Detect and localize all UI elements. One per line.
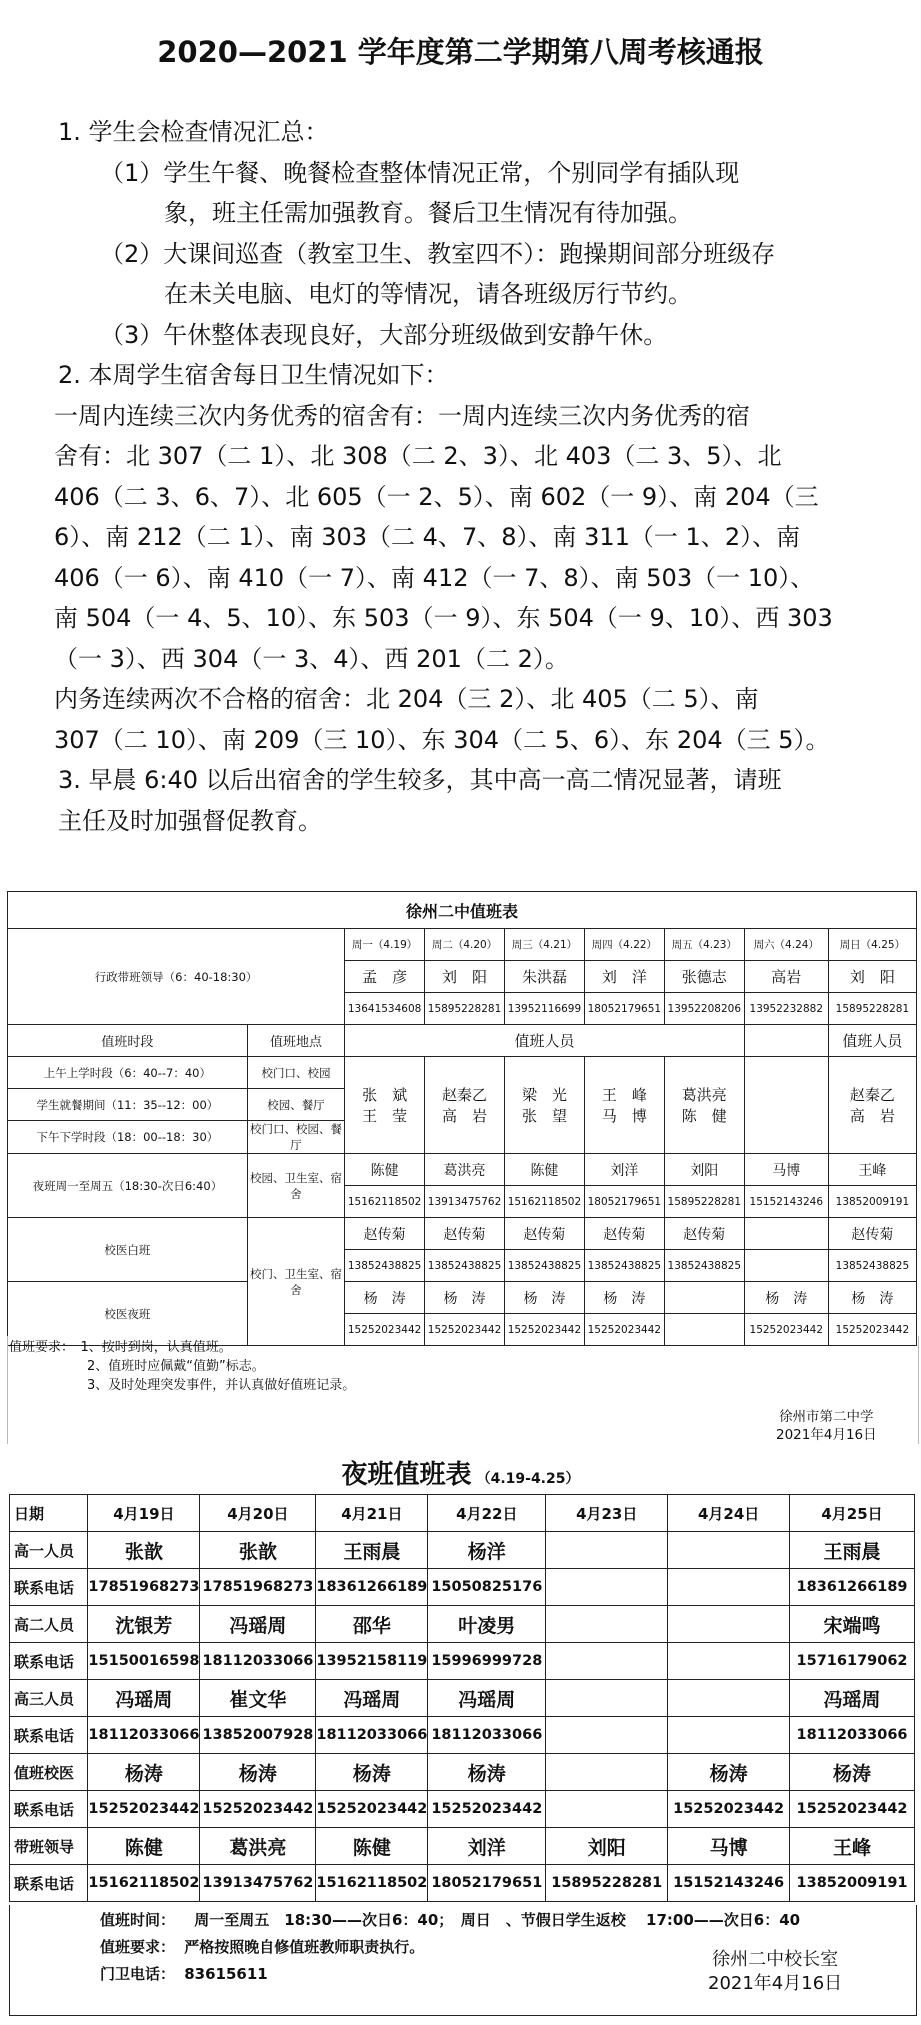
row-label: 联系电话 <box>10 1865 88 1902</box>
name-cell: 葛洪亮 <box>200 1828 316 1865</box>
night-name: 王峰 <box>828 1154 916 1186</box>
day-staff: 葛洪亮 陈 健 <box>664 1057 744 1154</box>
night-row <box>10 1606 915 1643</box>
night-row <box>10 1828 915 1865</box>
night-row <box>10 1643 915 1680</box>
date-cell: 4月24日 <box>668 1495 790 1532</box>
item-1-2: （2）大课间巡查（教室卫生、教室四不）：跑操期间部分班级存 <box>100 239 776 268</box>
phone-cell: 18112033066 <box>88 1717 200 1754</box>
phone-cell: 15152143246 <box>668 1865 790 1902</box>
leader-name: 朱洪磊 <box>504 961 584 993</box>
leader-phone: 13952208206 <box>664 993 744 1025</box>
name-cell: 沈银芳 <box>88 1606 200 1643</box>
period-afternoon: 下午下学时段（18：00--18：30） <box>8 1121 248 1154</box>
night-period: 夜班周一至周五（18:30-次日6:40） <box>8 1154 248 1218</box>
name-cell: 陈健 <box>316 1828 428 1865</box>
doctor-day-phone: 13852438825 <box>828 1250 916 1282</box>
row-label: 值班校医 <box>10 1754 88 1791</box>
phone-cell <box>668 1643 790 1680</box>
staff-header: 值班人员 <box>345 1025 745 1057</box>
row-label: 高二人员 <box>10 1606 88 1643</box>
doctor-day-phone: 13852438825 <box>425 1250 505 1282</box>
gate-phone-number: 83615611 <box>184 1965 268 1983</box>
item-1-1-cont: 象，班主任需加强教育。餐后卫生情况有待加强。 <box>164 199 692 227</box>
dorm-line-f: 南 504（一 4、5、10）、东 503（一 9）、东 504（一 9、10）、西 303 <box>54 604 833 632</box>
row-label: 联系电话 <box>10 1717 88 1754</box>
doctor-day-label: 校医白班 <box>8 1218 248 1282</box>
night-phone: 15162118502 <box>504 1186 584 1218</box>
day-staff <box>744 1057 828 1154</box>
phone-cell: 15252023442 <box>790 1791 915 1828</box>
doctor-night: 杨 涛 <box>504 1282 584 1314</box>
dorm-line-e: 406（一 6）、南 410（一 7）、南 412（一 7、8）、南 503（一 10）、 <box>54 563 815 592</box>
place-morning: 校门口、校园 <box>247 1057 344 1089</box>
night-phone: 13913475762 <box>425 1186 505 1218</box>
doctor-day-phone: 13852438825 <box>664 1250 744 1282</box>
section-2-heading: 2. 本周学生宿舍每日卫生情况如下： <box>58 361 449 389</box>
gate-phone-label: 门卫电话： <box>100 1965 176 1983</box>
duty-sign-org: 徐州市第二中学 <box>779 1409 874 1425</box>
duty-table <box>7 891 917 1346</box>
doctor-night-phone: 15252023442 <box>425 1314 505 1346</box>
duty-req-2: 2、值班时应佩戴“值勤”标志。 <box>9 1359 265 1374</box>
duty-req-1: 值班要求： 1、按时到岗，认真值班。 <box>9 1340 232 1355</box>
name-cell: 刘洋 <box>428 1828 546 1865</box>
phone-cell: 18052179651 <box>428 1865 546 1902</box>
name-cell: 王雨晨 <box>790 1532 915 1569</box>
dorm-line-a: 一周内连续三次内务优秀的宿舍有：一周内连续三次内务优秀的宿 <box>54 401 750 430</box>
phone-cell: 18112033066 <box>316 1717 428 1754</box>
notice-title: 2020—2021 学年度第二学期第八周考核通报 <box>157 35 764 69</box>
leader-name: 刘 洋 <box>584 961 664 993</box>
name-cell <box>546 1606 668 1643</box>
night-phone: 13852009191 <box>828 1186 916 1218</box>
date-cell: 4月21日 <box>316 1495 428 1532</box>
phone-cell: 15252023442 <box>88 1791 200 1828</box>
phone-cell: 15252023442 <box>668 1791 790 1828</box>
night-req-text: 严格按照晚自修值班教师职责执行。 <box>184 1938 425 1956</box>
night-phone-row <box>100 1963 268 1984</box>
row-label: 带班领导 <box>10 1828 88 1865</box>
phone-cell: 15252023442 <box>200 1791 316 1828</box>
name-cell: 陈健 <box>88 1828 200 1865</box>
doctor-day: 赵传菊 <box>504 1218 584 1250</box>
staff-header-2: 值班人员 <box>828 1025 916 1057</box>
night-sign-date: 2021年4月16日 <box>708 1973 843 1994</box>
night-req-label: 值班要求： <box>100 1938 176 1956</box>
name-cell <box>546 1680 668 1717</box>
name-cell: 杨涛 <box>790 1754 915 1791</box>
night-phone: 15895228281 <box>664 1186 744 1218</box>
dorm-line-i: 307（二 10）、南 209（三 10）、东 304（二 5、6）、东 204（三 5）。 <box>54 725 830 754</box>
night-time-text: 周一至周五 18:30——次日6：40； 周日 、节假日学生返校 17:00——次日6：40 <box>194 1911 801 1929</box>
leader-phone: 13641534608 <box>345 993 425 1025</box>
notice-body <box>54 112 858 841</box>
night-title-main: 夜班值班表 <box>341 1460 472 1490</box>
dorm-line-g: （一 3）、西 304（一 3、4）、西 201（二 2）。 <box>54 644 569 673</box>
night-row <box>10 1865 915 1902</box>
phone-cell: 17851968273 <box>88 1569 200 1606</box>
doctor-night: 杨 涛 <box>425 1282 505 1314</box>
day-staff: 赵秦乙 高 岩 <box>828 1057 916 1154</box>
name-cell: 宋端鸣 <box>790 1606 915 1643</box>
doctor-night-phone: 15252023442 <box>504 1314 584 1346</box>
name-cell: 刘阳 <box>546 1828 668 1865</box>
doctor-night-label: 校医夜班 <box>8 1282 248 1346</box>
phone-cell: 15050825176 <box>428 1569 546 1606</box>
phone-cell: 13852009191 <box>790 1865 915 1902</box>
row-label: 高一人员 <box>10 1532 88 1569</box>
name-cell: 张歆 <box>88 1532 200 1569</box>
phone-cell: 18112033066 <box>200 1643 316 1680</box>
doctor-day-phone: 13852438825 <box>345 1250 425 1282</box>
doctor-day-phone: 13852438825 <box>504 1250 584 1282</box>
night-phone: 18052179651 <box>584 1186 664 1218</box>
row-label: 联系电话 <box>10 1643 88 1680</box>
name-cell <box>546 1754 668 1791</box>
name-cell: 邵华 <box>316 1606 428 1643</box>
row-label: 联系电话 <box>10 1569 88 1606</box>
night-row <box>10 1680 915 1717</box>
night-title <box>0 1454 921 1491</box>
phone-cell: 17851968273 <box>200 1569 316 1606</box>
place-header: 值班地点 <box>247 1025 344 1057</box>
leader-label: 行政带班领导（6：40-18:30） <box>8 929 345 1025</box>
leader-phone: 18052179651 <box>584 993 664 1025</box>
leader-name: 孟 彦 <box>345 961 425 993</box>
phone-cell: 15150016598 <box>88 1643 200 1680</box>
item-1-2-cont: 在未关电脑、电灯的等情况，请各班级厉行节约。 <box>164 280 692 308</box>
leader-phone: 13952116699 <box>504 993 584 1025</box>
name-cell: 杨涛 <box>200 1754 316 1791</box>
phone-cell: 15252023442 <box>428 1791 546 1828</box>
phone-cell: 15716179062 <box>790 1643 915 1680</box>
phone-cell: 13852007928 <box>200 1717 316 1754</box>
day-staff: 梁 光 张 望 <box>504 1057 584 1154</box>
leader-phone: 15895228281 <box>425 993 505 1025</box>
period-morning: 上午上学时段（6：40--7：40） <box>8 1057 248 1089</box>
phone-cell: 15996999728 <box>428 1643 546 1680</box>
night-title-range: （4.19-4.25） <box>476 1471 580 1487</box>
name-cell <box>668 1606 790 1643</box>
phone-cell: 13913475762 <box>200 1865 316 1902</box>
section-3-line-b: 主任及时加强督促教育。 <box>58 806 322 835</box>
name-cell <box>668 1680 790 1717</box>
name-cell: 冯瑶周 <box>316 1680 428 1717</box>
section-1-heading: 1. 学生会检查情况汇总： <box>58 118 329 146</box>
doctor-day: 赵传菊 <box>584 1218 664 1250</box>
night-place: 校园、卫生室、宿舍 <box>247 1154 344 1218</box>
duty-title: 徐州二中值班表 <box>8 892 917 929</box>
name-cell: 王雨晨 <box>316 1532 428 1569</box>
phone-cell: 15252023442 <box>316 1791 428 1828</box>
night-name: 陈健 <box>345 1154 425 1186</box>
phone-cell: 15895228281 <box>546 1865 668 1902</box>
doctor-place: 校门、卫生室、宿舍 <box>247 1218 344 1346</box>
date-cell: 4月23日 <box>546 1495 668 1532</box>
phone-cell <box>668 1569 790 1606</box>
name-cell: 杨洋 <box>428 1532 546 1569</box>
doctor-night: 杨 涛 <box>584 1282 664 1314</box>
row-label: 高三人员 <box>10 1680 88 1717</box>
name-cell: 叶凌男 <box>428 1606 546 1643</box>
day-header: 周四（4.22） <box>584 929 664 961</box>
night-row <box>10 1569 915 1606</box>
dorm-line-c: 406（二 3、6、7）、北 605（一 2、5）、南 602（一 9）、南 204（三 <box>54 482 819 511</box>
name-cell: 马博 <box>668 1828 790 1865</box>
phone-cell: 18361266189 <box>316 1569 428 1606</box>
night-time-label: 值班时间： <box>100 1911 176 1929</box>
doctor-day: 赵传菊 <box>664 1218 744 1250</box>
night-sign-org: 徐州二中校长室 <box>712 1949 839 1970</box>
night-row <box>10 1717 915 1754</box>
name-cell: 王峰 <box>790 1828 915 1865</box>
night-name: 葛洪亮 <box>425 1154 505 1186</box>
leader-phone: 13952232882 <box>744 993 828 1025</box>
night-name: 刘阳 <box>664 1154 744 1186</box>
period-lunch: 学生就餐期间（11：35--12：00） <box>8 1089 248 1121</box>
phone-cell <box>546 1569 668 1606</box>
doctor-night-phone: 15252023442 <box>744 1314 828 1346</box>
name-cell: 冯瑶周 <box>200 1606 316 1643</box>
doctor-day-phone: 13852438825 <box>584 1250 664 1282</box>
name-cell: 冯瑶周 <box>790 1680 915 1717</box>
day-header: 周一（4.19） <box>345 929 425 961</box>
duty-sign-date: 2021年4月16日 <box>776 1427 877 1443</box>
phone-cell: 18112033066 <box>790 1717 915 1754</box>
leader-name: 刘 阳 <box>828 961 916 993</box>
leader-name: 张德志 <box>664 961 744 993</box>
phone-cell <box>546 1791 668 1828</box>
name-cell: 杨涛 <box>88 1754 200 1791</box>
day-header: 周五（4.23） <box>664 929 744 961</box>
duty-signature <box>776 1408 877 1444</box>
name-cell: 冯瑶周 <box>88 1680 200 1717</box>
name-cell: 杨涛 <box>428 1754 546 1791</box>
phone-cell: 13952158119 <box>316 1643 428 1680</box>
doctor-day-phone <box>744 1250 828 1282</box>
name-cell: 崔文华 <box>200 1680 316 1717</box>
name-cell: 杨涛 <box>316 1754 428 1791</box>
night-req-row <box>100 1936 424 1957</box>
day-header: 周日（4.25） <box>828 929 916 961</box>
phone-cell <box>668 1717 790 1754</box>
row-label: 联系电话 <box>10 1791 88 1828</box>
doctor-night-phone: 15252023442 <box>345 1314 425 1346</box>
night-phone: 15152143246 <box>744 1186 828 1218</box>
phone-cell <box>546 1643 668 1680</box>
phone-cell: 15162118502 <box>88 1865 200 1902</box>
doctor-night: 杨 涛 <box>345 1282 425 1314</box>
night-table <box>9 1494 915 1902</box>
date-header: 日期 <box>10 1495 88 1532</box>
doctor-night <box>664 1282 744 1314</box>
name-cell <box>668 1532 790 1569</box>
night-name: 刘洋 <box>584 1154 664 1186</box>
doctor-day: 赵传菊 <box>425 1218 505 1250</box>
duty-req-3: 3、及时处理突发事件，并认真做好值班记录。 <box>9 1378 356 1393</box>
phone-cell <box>546 1717 668 1754</box>
leader-name: 高岩 <box>744 961 828 993</box>
night-row <box>10 1791 915 1828</box>
place-afternoon: 校门口、校园、餐厅 <box>247 1121 344 1154</box>
section-3-line-a: 3. 早晨 6:40 以后出宿舍的学生较多，其中高一高二情况显著，请班 <box>58 766 782 794</box>
date-cell: 4月25日 <box>790 1495 915 1532</box>
name-cell: 张歆 <box>200 1532 316 1569</box>
day-staff: 赵秦乙 高 岩 <box>425 1057 505 1154</box>
doctor-night: 杨 涛 <box>828 1282 916 1314</box>
night-time-row <box>100 1909 800 1930</box>
date-cell: 4月20日 <box>200 1495 316 1532</box>
doctor-night-phone: 15252023442 <box>584 1314 664 1346</box>
doctor-day <box>744 1218 828 1250</box>
night-row <box>10 1532 915 1569</box>
night-name: 陈健 <box>504 1154 584 1186</box>
doctor-night: 杨 涛 <box>744 1282 828 1314</box>
dorm-line-b: 舍有：北 307（二 1）、北 308（二 2、3）、北 403（二 3、5）、北 <box>54 442 782 470</box>
night-name: 马博 <box>744 1154 828 1186</box>
day-staff: 张 斌 王 莹 <box>345 1057 425 1154</box>
period-header: 值班时段 <box>8 1025 248 1057</box>
date-cell: 4月19日 <box>88 1495 200 1532</box>
name-cell: 冯瑶周 <box>428 1680 546 1717</box>
phone-cell: 18112033066 <box>428 1717 546 1754</box>
dorm-line-d: 6）、南 212（二 1）、南 303（二 4、7、8）、南 311（一 1、2）、南 <box>54 523 801 551</box>
place-lunch: 校园、餐厅 <box>247 1089 344 1121</box>
day-header: 周二（4.20） <box>425 929 505 961</box>
day-header: 周三（4.21） <box>504 929 584 961</box>
night-phone: 15162118502 <box>345 1186 425 1218</box>
item-1-3: （3）午休整体表现良好，大部分班级做到安静午休。 <box>100 320 668 349</box>
night-signature <box>708 1948 842 1996</box>
doctor-night-phone: 15252023442 <box>828 1314 916 1346</box>
night-row <box>10 1754 915 1791</box>
doctor-day: 赵传菊 <box>828 1218 916 1250</box>
phone-cell: 15162118502 <box>316 1865 428 1902</box>
phone-cell: 18361266189 <box>790 1569 915 1606</box>
name-cell: 杨涛 <box>668 1754 790 1791</box>
leader-phone: 15895228281 <box>828 993 916 1025</box>
item-1-1: （1）学生午餐、晚餐检查整体情况正常，个别同学有插队现 <box>100 158 740 187</box>
dorm-line-h: 内务连续两次不合格的宿舍：北 204（三 2）、北 405（二 5）、南 <box>54 685 759 713</box>
date-cell: 4月22日 <box>428 1495 546 1532</box>
duty-requirements <box>9 1338 355 1395</box>
leader-name: 刘 阳 <box>425 961 505 993</box>
day-header: 周六（4.24） <box>744 929 828 961</box>
day-staff: 王 峰 马 博 <box>584 1057 664 1154</box>
doctor-day: 赵传菊 <box>345 1218 425 1250</box>
name-cell <box>546 1532 668 1569</box>
